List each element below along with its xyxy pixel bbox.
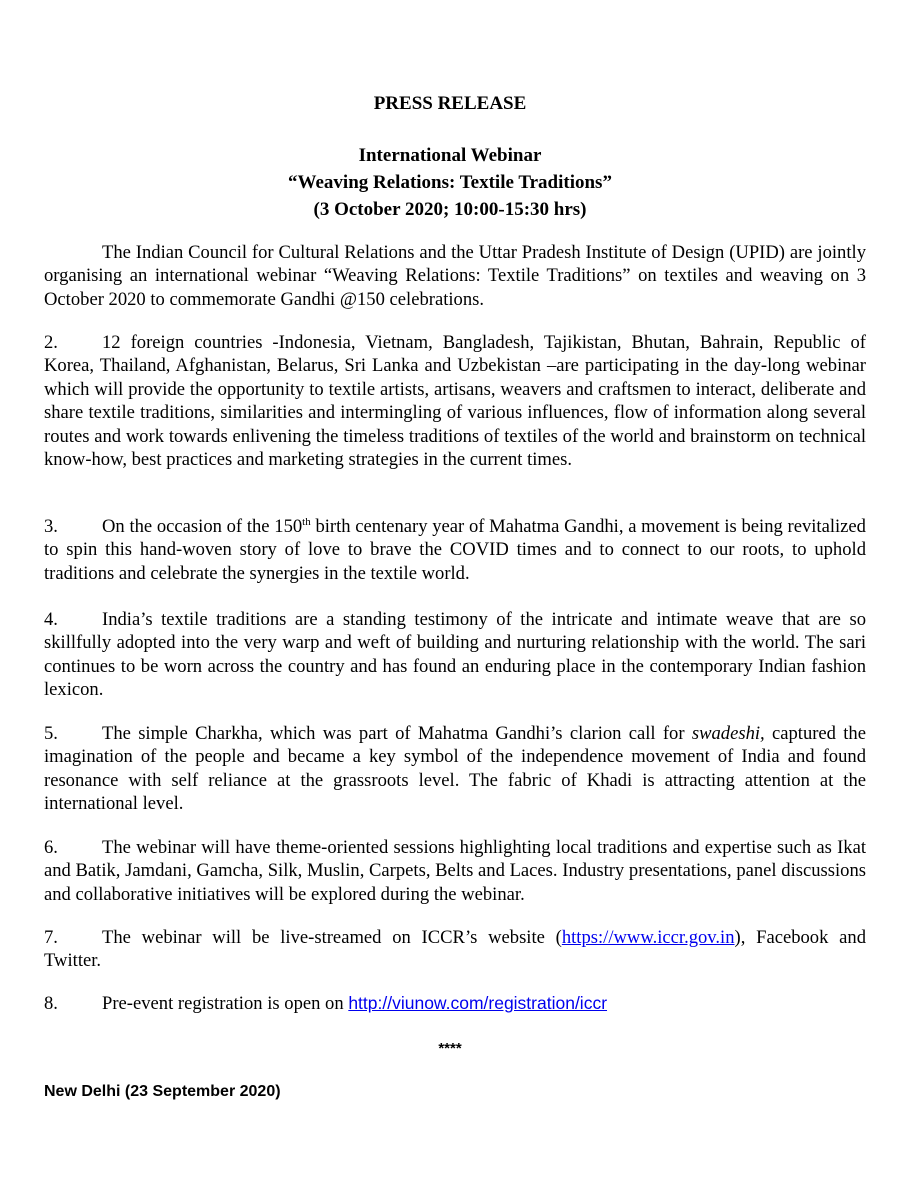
paragraph-3 xyxy=(44,515,866,585)
paragraph-7-number: 7. xyxy=(44,927,58,948)
paragraph-8-text: Pre-event registration is open on xyxy=(102,993,349,1014)
paragraph-2-number: 2. xyxy=(44,332,58,353)
paragraph-5-text-a: The simple Charkha, which was part of Mahatma Gandhi’s clarion call for xyxy=(102,723,692,744)
paragraph-4-number: 4. xyxy=(44,609,58,630)
paragraph-1 xyxy=(44,241,866,311)
registration-link[interactable]: http://viunow.com/registration/iccr xyxy=(348,993,608,1013)
paragraph-3-text-a: On the occasion of the 150 xyxy=(102,516,303,537)
paragraph-6-number: 6. xyxy=(44,837,58,858)
paragraph-7 xyxy=(44,926,866,973)
paragraph-5-number: 5. xyxy=(44,723,58,744)
paragraph-3-number: 3. xyxy=(44,516,58,537)
paragraph-6-text: The webinar will have theme-oriented sessions highlighting local traditions and expertise such as Ikat and Batik, Jamdani, Gamcha, Silk, Muslin, Carpets, Belts and Laces. Industry presentations, panel discussions and collaborative initiatives will be explored during the webinar. xyxy=(44,837,866,905)
paragraph-8 xyxy=(44,992,866,1015)
paragraph-4 xyxy=(44,608,866,702)
paragraph-5 xyxy=(44,722,866,816)
paragraph-5-text-b: captured the imagination of the people and became a key symbol of the independence movement of India and found resonance with self reliance at the grassroots level. The fabric of Khadi is attracting attention at the international level. xyxy=(44,723,866,815)
separator-stars: **** xyxy=(438,1040,462,1057)
paragraph-3-superscript: th xyxy=(302,515,311,528)
paragraph-7-text-b: ), Facebook and Twitter. xyxy=(44,927,866,972)
paragraph-5-italic: swadeshi, xyxy=(691,723,765,744)
paragraph-8-number: 8. xyxy=(44,993,58,1014)
dateline-footer: New Delhi (23 September 2020) xyxy=(44,1083,281,1100)
paragraph-6 xyxy=(44,836,866,906)
webinar-title-line1: International Webinar xyxy=(358,145,542,166)
paragraph-4-text: India’s textile traditions are a standing testimony of the intricate and intimate weave that are so skillfully adopted into the very warp and weft of building and nurturing relationship with the world. The sari continues to be worn across the country and has found an enduring place in the contemporary Indian fashion lexicon. xyxy=(44,609,866,701)
paragraph-1-text: The Indian Council for Cultural Relations and the Uttar Pradesh Institute of Design (UPID) are jointly organising an international webinar “Weaving Relations: Textile Traditions” on textiles and weaving on 3 October 2020 to commemorate Gandhi @150 celebrations. xyxy=(44,242,866,310)
iccr-website-link[interactable]: https://www.iccr.gov.in xyxy=(561,927,735,948)
webinar-title-line2: “Weaving Relations: Textile Traditions” xyxy=(288,172,612,193)
webinar-date-line: (3 October 2020; 10:00-15:30 hrs) xyxy=(313,199,587,220)
paragraph-2 xyxy=(44,331,866,471)
paragraph-2-text: 12 foreign countries -Indonesia, Vietnam, Bangladesh, Tajikistan, Bhutan, Bahrain, Republic of Korea, Thailand, Afghanistan, Belarus, Sri Lanka and Uzbekistan –are participating in the day-long webinar which will provide the opportunity to textile artists, artisans, weavers and craftsmen to interact, deliberate and share textile traditions, similarities and intermingling of various influences, flow of information along several routes and work towards enlivening the timeless traditions of textiles of the world and brainstorm on technical know-how, best practices and marketing strategies in the current times. xyxy=(44,332,866,471)
press-release-heading: PRESS RELEASE xyxy=(373,93,527,114)
paragraph-7-text-a: The webinar will be live-streamed on ICCR’s website ( xyxy=(102,927,562,948)
paragraph-3-text-b: birth centenary year of Mahatma Gandhi, a movement is being revitalized to spin this hand-woven story of love to brave the COVID times and to connect to our roots, to uphold traditions and celebrate the synergies in the textile world. xyxy=(44,516,866,584)
